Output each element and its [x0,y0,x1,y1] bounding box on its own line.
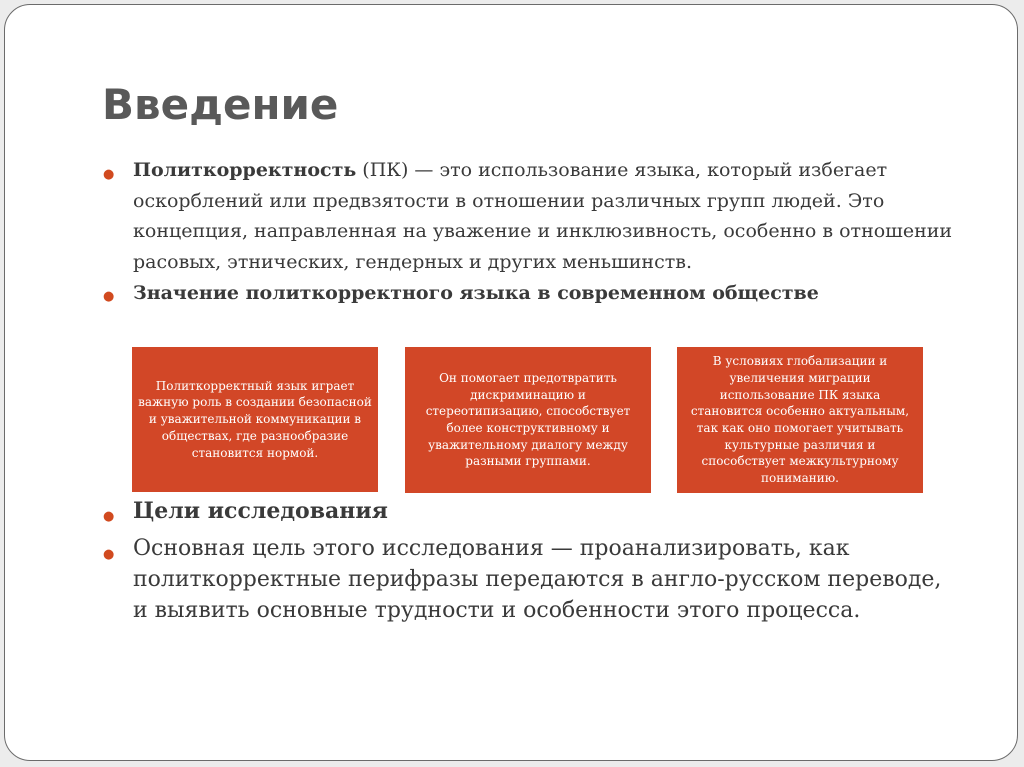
card-text: В условиях глобализации и увеличения миграции использование ПК языка становится особенно актуальным, так как оно помогает учитывать культурные различия и способствует межкультурному пониманию. [690,354,910,486]
slide-title: Введение [102,80,339,129]
bullet-dot-icon: ● [103,509,115,524]
bullet-dot-icon: ● [103,547,115,562]
goals-heading: Цели исследования [133,498,388,524]
definition-text [133,155,963,277]
significance-card-1 [132,347,378,492]
significance-card-2 [405,347,651,493]
goal-description: Основная цель этого исследования — проанализировать, как политкорректные перифразы передаются в англо-русском переводе, и выявить основные трудности и особенности этого процесса. [133,536,942,623]
bullet-dot-icon: ● [103,289,115,304]
definition-term: Политкорректность [133,159,357,181]
card-text: Он помогает предотвратить дискриминацию и стереотипизацию, способствует более конструктивному и уважительному диалогу между разными группами. [425,370,631,469]
definition-body: (ПК) — это использование языка, который избегает оскорблений или предвзятости в отношении различных групп людей. Это концепция, направленная на уважение и инклюзивность, особенно в отношении расовых, этнических, гендерных и других меньшинств. [133,159,953,273]
significance-heading: Значение политкорректного языка в современном обществе [133,282,819,304]
card-text: Политкорректный язык играет важную роль в создании безопасной и уважительной коммуникации в обществах, где разнообразие становится нормой. [138,378,372,460]
bullet-dot-icon: ● [103,167,115,182]
significance-card-3 [677,347,923,493]
slide [4,4,1018,761]
